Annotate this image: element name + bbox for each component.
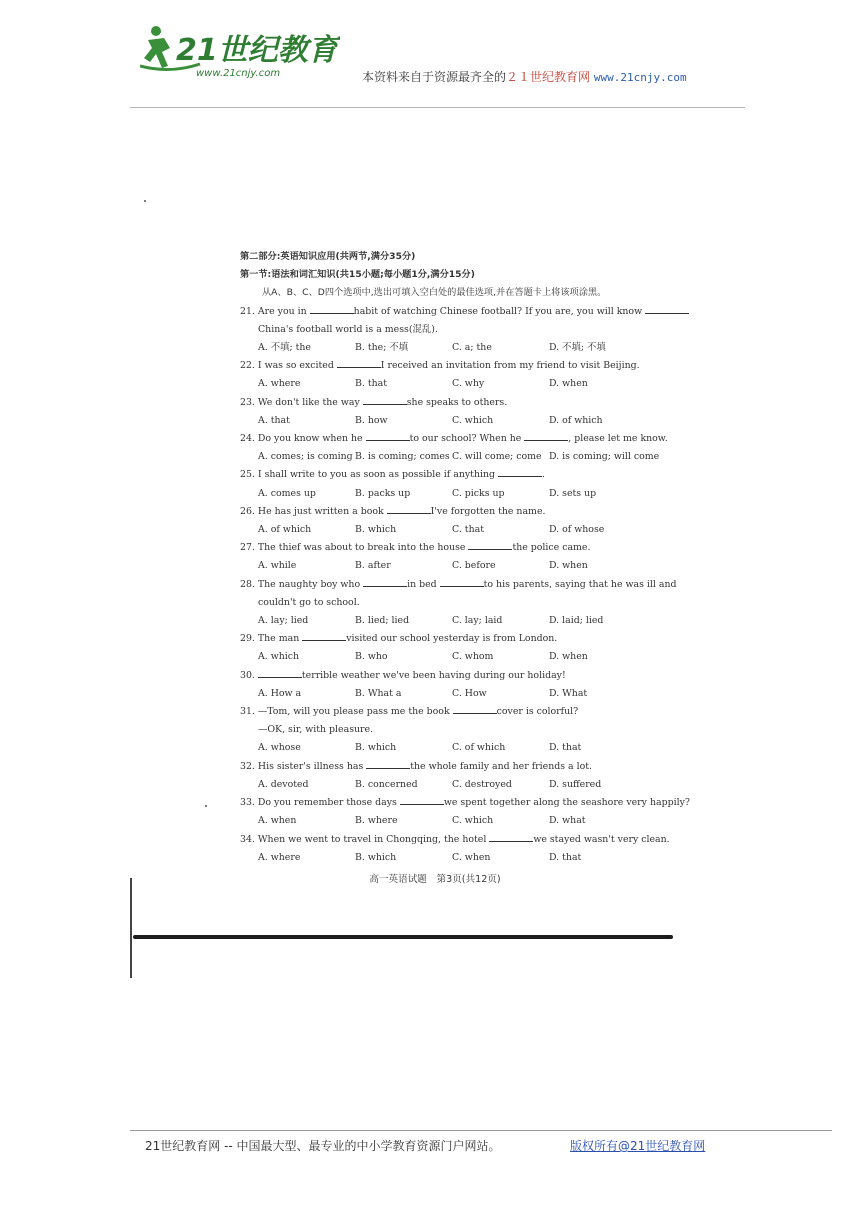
- question-text: I've forgotten the name.: [430, 505, 546, 517]
- question-text: .: [542, 469, 545, 481]
- footer-divider: [130, 1130, 832, 1131]
- option-c: C. why: [452, 378, 485, 390]
- answer-blank: [453, 703, 497, 714]
- answer-blank: [366, 430, 410, 441]
- option-a: A. where: [258, 851, 301, 863]
- option-row: [240, 375, 670, 393]
- question-stem: [240, 703, 670, 721]
- option-a: A. when: [258, 815, 297, 827]
- option-d: D. sets up: [549, 487, 597, 499]
- option-c: C. that: [452, 524, 484, 536]
- answer-blank: [310, 303, 354, 314]
- option-b: B. is coming; comes: [355, 451, 450, 463]
- answer-blank: [302, 630, 346, 641]
- question-item: [240, 303, 670, 358]
- question-text: 32. His sister's illness has: [240, 760, 367, 772]
- option-a: A. of which: [258, 524, 312, 536]
- answer-blank: [363, 576, 407, 587]
- scan-edge: [130, 878, 132, 978]
- answer-blank: [363, 394, 407, 405]
- option-c: C. picks up: [452, 487, 505, 499]
- option-c: C. lay; laid: [452, 615, 503, 627]
- option-row: [240, 648, 670, 666]
- question-text: visited our school yesterday is from London.: [346, 633, 558, 645]
- question-stem: [240, 503, 670, 521]
- option-c: C. whom: [452, 651, 494, 663]
- option-c: C. which: [452, 414, 494, 426]
- page-number: 高一英语试题 第3页(共12页): [369, 873, 501, 885]
- option-row: [240, 685, 670, 703]
- question-text: 27. The thief was about to break into the house: [240, 542, 469, 554]
- question-item: [240, 758, 670, 794]
- option-c: C. which: [452, 815, 494, 827]
- question-text: terrible weather we've been having during our holiday!: [301, 669, 566, 681]
- option-b: B. which: [355, 851, 397, 863]
- question-text: 30.: [240, 669, 258, 681]
- question-text: 25. I shall write to you as soon as possible if anything: [240, 469, 499, 481]
- option-a: A. How a: [258, 687, 302, 699]
- option-d: D. of which: [549, 414, 603, 426]
- option-row: [240, 776, 670, 794]
- option-c: C. when: [452, 851, 491, 863]
- question-stem: [240, 539, 670, 557]
- option-d: D. when: [549, 651, 588, 663]
- question-item: [240, 503, 670, 539]
- question-item: [240, 703, 670, 758]
- option-b: B. who: [355, 651, 388, 663]
- part-title: 第二部分:英语知识应用(共两节,满分35分): [240, 251, 416, 262]
- option-a: A. 不填; the: [258, 342, 311, 354]
- answer-blank: [489, 831, 533, 842]
- answer-blank: [387, 503, 431, 514]
- option-c: C. of which: [452, 742, 506, 754]
- question-text: 28. The naughty boy who: [240, 578, 364, 590]
- option-c: C. How: [452, 687, 487, 699]
- option-b: B. the; 不填: [355, 342, 409, 354]
- option-b: B. concerned: [355, 778, 418, 790]
- question-item: [240, 357, 670, 393]
- question-stem: [240, 831, 670, 849]
- option-d: D. what: [549, 815, 586, 827]
- option-row: [240, 812, 670, 830]
- question-stem: [240, 466, 670, 484]
- option-row: [240, 448, 670, 466]
- option-a: A. where: [258, 378, 301, 390]
- copyright-link[interactable]: 版权所有@21世纪教育网: [570, 1139, 706, 1153]
- question-stem: [240, 357, 670, 375]
- option-row: [240, 339, 670, 357]
- question-item: [240, 539, 670, 575]
- option-row: [240, 557, 670, 575]
- option-c: C. a; the: [452, 342, 492, 354]
- question-text: , please let me know.: [568, 433, 668, 445]
- question-item: [240, 831, 670, 867]
- option-a: A. comes up: [258, 487, 316, 499]
- instruction: 从A、B、C、D四个选项中,选出可填入空白处的最佳选项,并在答题卡上将该项涂黑。: [262, 287, 607, 299]
- option-c: C. destroyed: [452, 778, 512, 790]
- option-b: B. which: [355, 742, 397, 754]
- option-a: A. devoted: [258, 778, 309, 790]
- question-text: she speaks to others.: [406, 396, 508, 408]
- option-b: B. lied; lied: [355, 615, 410, 627]
- option-row: [240, 612, 670, 630]
- question-text: 29. The man: [240, 633, 303, 645]
- option-d: D. 不填; 不填: [549, 342, 606, 354]
- question-text: 33. Do you remember those days: [240, 797, 400, 809]
- option-row: [240, 739, 670, 757]
- question-text: 34. When we went to travel in Chongqing, the hotel: [240, 833, 490, 845]
- question-text: 31. —Tom, will you please pass me the book: [240, 706, 453, 718]
- question-item: [240, 630, 670, 666]
- option-b: B. packs up: [355, 487, 411, 499]
- answer-blank: [258, 667, 302, 678]
- option-d: D. suffered: [549, 778, 602, 790]
- question-item: [240, 576, 677, 631]
- option-b: B. that: [355, 378, 388, 390]
- option-d: D. of whose: [549, 524, 605, 536]
- question-text: 23. We don't like the way: [240, 396, 363, 408]
- question-text: 22. I was so excited: [240, 360, 337, 372]
- header-note-prefix: 本资料来自于资源最齐全的: [362, 70, 507, 84]
- question-stem: [240, 430, 670, 448]
- question-item: [240, 430, 670, 466]
- logo-url: www.21cnjy.com: [196, 68, 281, 79]
- question-item: [240, 794, 690, 830]
- answer-blank: [498, 466, 542, 477]
- option-b: B. which: [355, 524, 397, 536]
- option-row: [240, 521, 670, 539]
- question-continuation: couldn't go to school.: [258, 596, 360, 608]
- question-text: we stayed wasn't very clean.: [533, 833, 670, 845]
- question-stem: [240, 576, 677, 594]
- question-item: [240, 394, 670, 430]
- option-a: A. whose: [258, 742, 301, 754]
- answer-blank: [366, 758, 410, 769]
- option-row: [240, 485, 670, 503]
- option-d: D. What: [549, 687, 588, 699]
- option-b: B. after: [355, 560, 391, 572]
- option-d: D. laid; lied: [549, 615, 604, 627]
- question-stem: [240, 758, 670, 776]
- option-a: A. comes; is coming: [258, 451, 353, 463]
- header-divider: [130, 107, 745, 108]
- option-b: B. where: [355, 815, 398, 827]
- exam-page: [240, 248, 690, 889]
- site-logo: [140, 22, 340, 82]
- question-continuation: China's football world is a mess(混乱).: [258, 323, 438, 335]
- question-text: 26. He has just written a book: [240, 505, 387, 517]
- option-d: D. that: [549, 851, 582, 863]
- option-row: [240, 412, 670, 430]
- option-c: C. will come; come: [452, 451, 542, 463]
- option-d: D. when: [549, 378, 588, 390]
- option-c: C. before: [452, 560, 496, 572]
- option-b: B. how: [355, 414, 388, 426]
- question-stem: [240, 630, 670, 648]
- question-text: to our school? When he: [409, 433, 525, 445]
- option-a: A. which: [258, 651, 300, 663]
- answer-blank: [468, 539, 512, 550]
- answer-blank: [440, 576, 484, 587]
- header-url-link[interactable]: www.21cnjy.com: [593, 71, 687, 84]
- question-stem: [240, 394, 670, 412]
- question-continuation: —OK, sir, with pleasure.: [258, 724, 374, 736]
- question-text: 24. Do you know when he: [240, 433, 366, 445]
- answer-blank: [524, 430, 568, 441]
- option-d: D. when: [549, 560, 588, 572]
- question-stem: [240, 794, 690, 812]
- question-list: [240, 303, 690, 867]
- question-text: I received an invitation from my friend to visit Beijing.: [380, 360, 640, 372]
- section-title: 第一节:语法和词汇知识(共15小题;每小题1分,满分15分): [240, 269, 475, 281]
- scan-speck: [205, 805, 207, 807]
- option-row: [240, 849, 670, 867]
- question-stem: [240, 667, 670, 685]
- question-text: 21. Are you in: [240, 305, 310, 317]
- question-stem: [240, 303, 670, 321]
- answer-blank: [645, 303, 689, 314]
- question-text: the police came.: [512, 542, 591, 554]
- answer-blank: [337, 357, 381, 368]
- question-text: habit of watching Chinese football? If you are, you will know: [353, 305, 646, 317]
- question-text: we spent together along the seashore very happily?: [443, 797, 690, 809]
- option-a: A. while: [258, 560, 297, 572]
- option-d: D. is coming; will come: [549, 451, 660, 463]
- question-text: cover is colorful?: [496, 706, 579, 718]
- logo-text: 21世纪教育: [176, 33, 338, 68]
- question-text: in bed: [407, 578, 440, 590]
- answer-blank: [400, 794, 444, 805]
- header-brand-link[interactable]: ２１世纪教育网: [506, 70, 591, 84]
- question-item: [240, 466, 670, 502]
- scan-divider: [133, 935, 673, 939]
- option-a: A. lay; lied: [258, 615, 309, 627]
- question-text: to his parents, saying that he was ill and: [483, 578, 677, 590]
- question-text: the whole family and her friends a lot.: [410, 760, 592, 772]
- option-b: B. What a: [355, 687, 402, 699]
- option-d: D. that: [549, 742, 582, 754]
- scan-speck: [144, 200, 146, 202]
- footer-text: 21世纪教育网 -- 中国最大型、最专业的中小学教育资源门户网站。: [145, 1139, 501, 1153]
- question-item: [240, 667, 670, 703]
- header-note: [362, 68, 687, 85]
- option-a: A. that: [258, 414, 290, 426]
